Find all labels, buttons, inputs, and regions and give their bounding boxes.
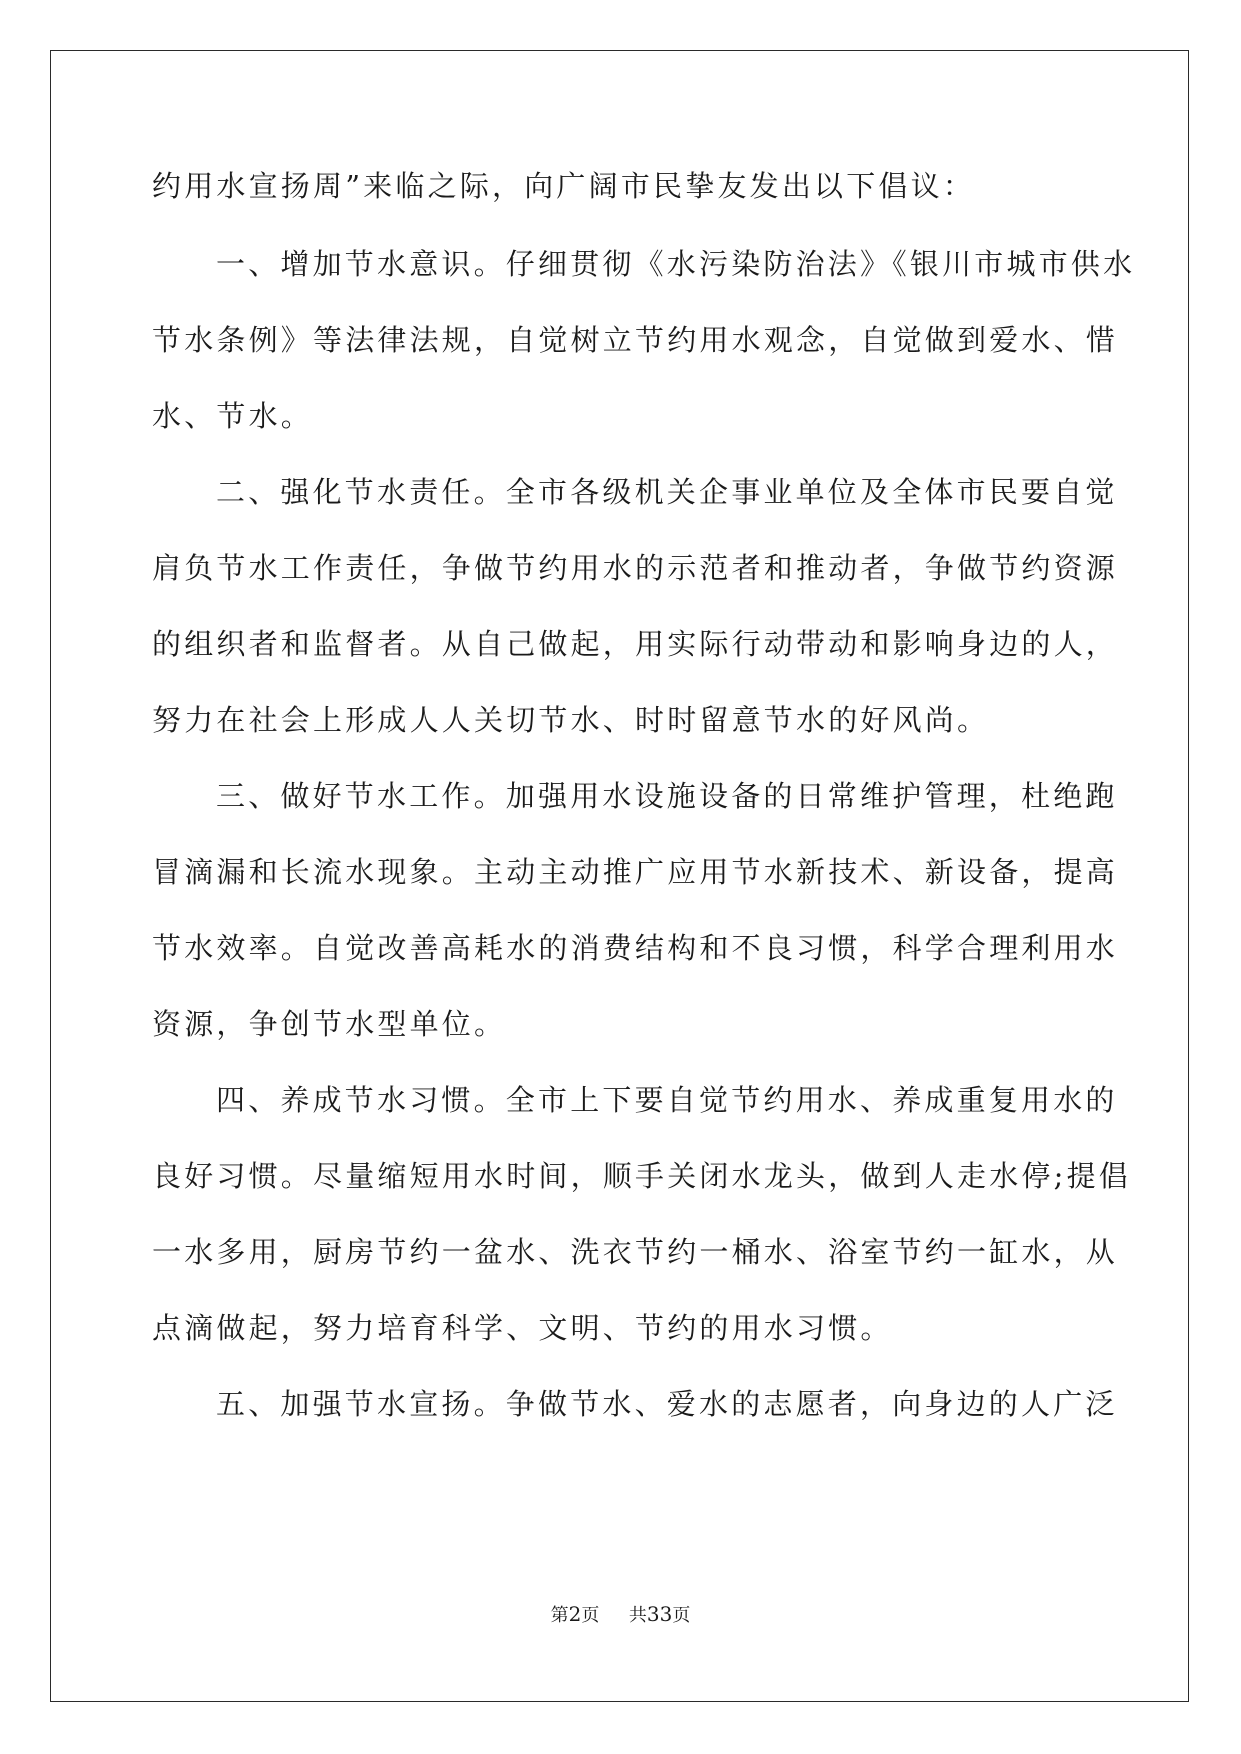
total-label-suffix: 页 [672,1605,691,1626]
page-footer [0,1602,1241,1628]
paragraph-2-line-2: 肩负节水工作责任，争做节约用水的示范者和推动者，争做节约资源 [152,551,1119,585]
paragraph-1-line-1: 一、增加节水意识。仔细贯彻《水污染防治法》《银川市城市供水 [216,247,1136,281]
total-page-count: 33 [646,1602,673,1626]
text-line-1: 约用水宣扬周”来临之际，向广阔市民挚友发出以下倡议： [152,169,976,203]
current-page-number: 2 [568,1602,582,1626]
paragraph-4-line-1: 四、养成节水习惯。全市上下要自觉节约用水、养成重复用水的 [216,1083,1118,1117]
paragraph-4-line-3: 一水多用，厨房节约一盆水、洗衣节约一桶水、浴室节约一缸水，从 [152,1235,1119,1269]
paragraph-1-line-2: 节水条例》等法律法规，自觉树立节约用水观念，自觉做到爱水、惜 [152,323,1119,357]
paragraph-5-line-1: 五、加强节水宣扬。争做节水、爱水的志愿者，向身边的人广泛 [216,1387,1118,1421]
paragraph-3-line-3: 节水效率。自觉改善高耗水的消费结构和不良习惯，科学合理利用水 [152,931,1119,965]
paragraph-3-line-4: 资源，争创节水型单位。 [152,1007,507,1041]
paragraph-1-line-3: 水、节水。 [152,399,314,433]
paragraph-2-line-3: 的组织者和监督者。从自己做起，用实际行动带动和影响身边的人， [152,627,1119,661]
page-label-suffix: 页 [581,1605,600,1626]
total-label-prefix: 共 [628,1605,647,1626]
paragraph-4-line-2: 良好习惯。尽量缩短用水时间，顺手关闭水龙头，做到人走水停;提倡 [152,1159,1131,1193]
paragraph-2-line-4: 努力在社会上形成人人关切节水、时时留意节水的好风尚。 [152,703,990,737]
paragraph-2-line-1: 二、强化节水责任。全市各级机关企事业单位及全体市民要自觉 [216,475,1118,509]
page-label-prefix: 第 [550,1605,569,1626]
paragraph-3-line-1: 三、做好节水工作。加强用水设施设备的日常维护管理，杜绝跑 [216,779,1118,813]
paragraph-4-line-4: 点滴做起，努力培育科学、文明、节约的用水习惯。 [152,1311,893,1345]
paragraph-3-line-2: 冒滴漏和长流水现象。主动主动推广应用节水新技术、新设备，提高 [152,855,1119,889]
